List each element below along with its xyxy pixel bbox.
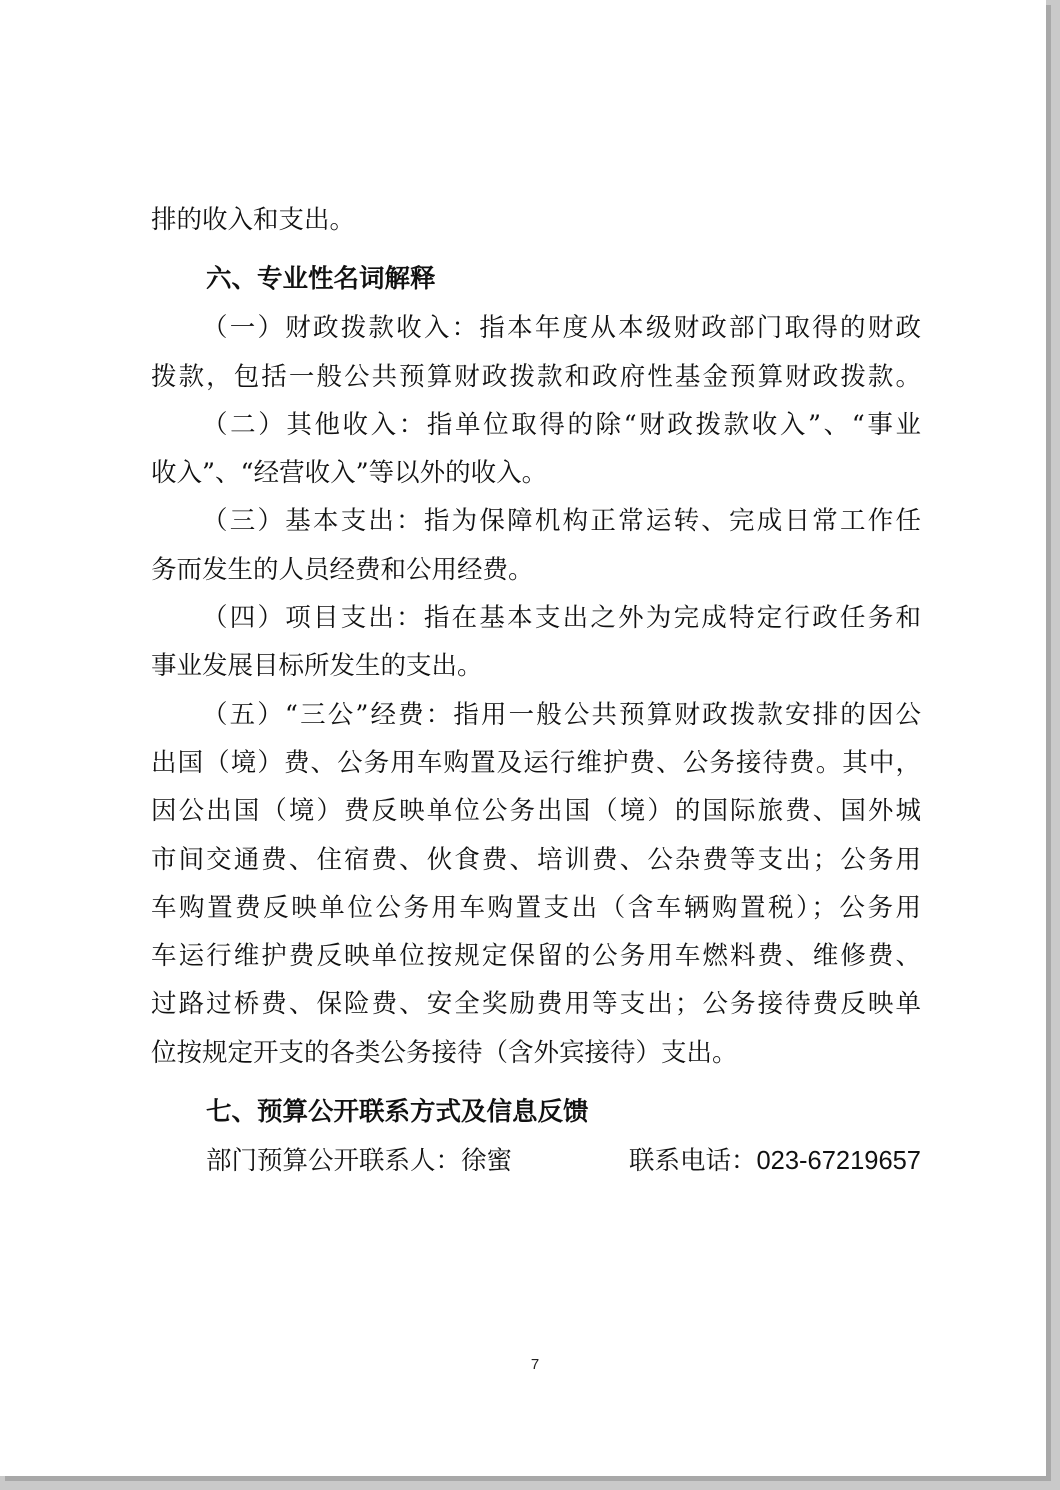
paragraph-line: 因公出国（境）费反映单位公务出国（境）的国际旅费、国外城 — [151, 796, 921, 827]
page-content — [151, 196, 921, 1185]
contact-line — [151, 1137, 921, 1185]
paragraph-line: （二）其他收入：指单位取得的除“财政拨款收入”、“事业 — [202, 409, 921, 440]
paragraph-line: 市间交通费、住宿费、伙食费、培训费、公杂费等支出；公务用 — [151, 844, 921, 875]
phone-label: 联系电话： — [628, 1146, 757, 1177]
phone-number: 023-67219657 — [756, 1147, 921, 1176]
paragraph-line: 收入”、“经营收入”等以外的收入。 — [151, 458, 548, 489]
definition-item-1 — [151, 304, 921, 401]
contact-phone — [629, 1137, 921, 1185]
definition-item-5 — [151, 691, 921, 1077]
page-number: 7 — [530, 1356, 540, 1373]
paragraph-line: 位按规定开支的各类公务接待（含外宾接待）支出。 — [151, 1037, 738, 1068]
paragraph-line: 务而发生的人员经费和公用经费。 — [151, 554, 534, 585]
paragraph-line: （三）基本支出：指为保障机构正常运转、完成日常工作任 — [202, 506, 921, 537]
paragraph-line: 车运行维护费反映单位按规定保留的公务用车燃料费、维修费、 — [151, 941, 921, 972]
paragraph-line: 过路过桥费、保险费、安全奖励费用等支出；公务接待费反映单 — [151, 989, 921, 1020]
contact-person: 部门预算公开联系人：徐蜜 — [206, 1146, 513, 1177]
paragraph-line: （四）项目支出：指在基本支出之外为完成特定行政任务和 — [202, 603, 921, 634]
paragraph-line: 事业发展目标所发生的支出。 — [151, 651, 483, 682]
definition-item-2 — [151, 401, 921, 498]
paragraph-line: （一）财政拨款收入：指本年度从本级财政部门取得的财政 — [202, 313, 921, 344]
section-7-heading: 七、预算公开联系方式及信息反馈 — [206, 1097, 589, 1128]
definition-item-4 — [151, 594, 921, 691]
paragraph-line: 出国（境）费、公务用车购置及运行维护费、公务接待费。其中， — [151, 747, 921, 778]
paragraph-line: （五）“三公”经费：指用一般公共预算财政拨款安排的因公 — [202, 699, 921, 730]
definition-item-3 — [151, 497, 921, 594]
paragraph-line: 车购置费反映单位公务用车购置支出（含车辆购置税）；公务用 — [151, 892, 921, 923]
section-6-heading: 六、专业性名词解释 — [206, 264, 436, 295]
continuation-line: 排的收入和支出。 — [151, 205, 356, 235]
paragraph-line: 拨款，包括一般公共预算财政拨款和政府性基金预算财政拨款。 — [151, 361, 921, 392]
